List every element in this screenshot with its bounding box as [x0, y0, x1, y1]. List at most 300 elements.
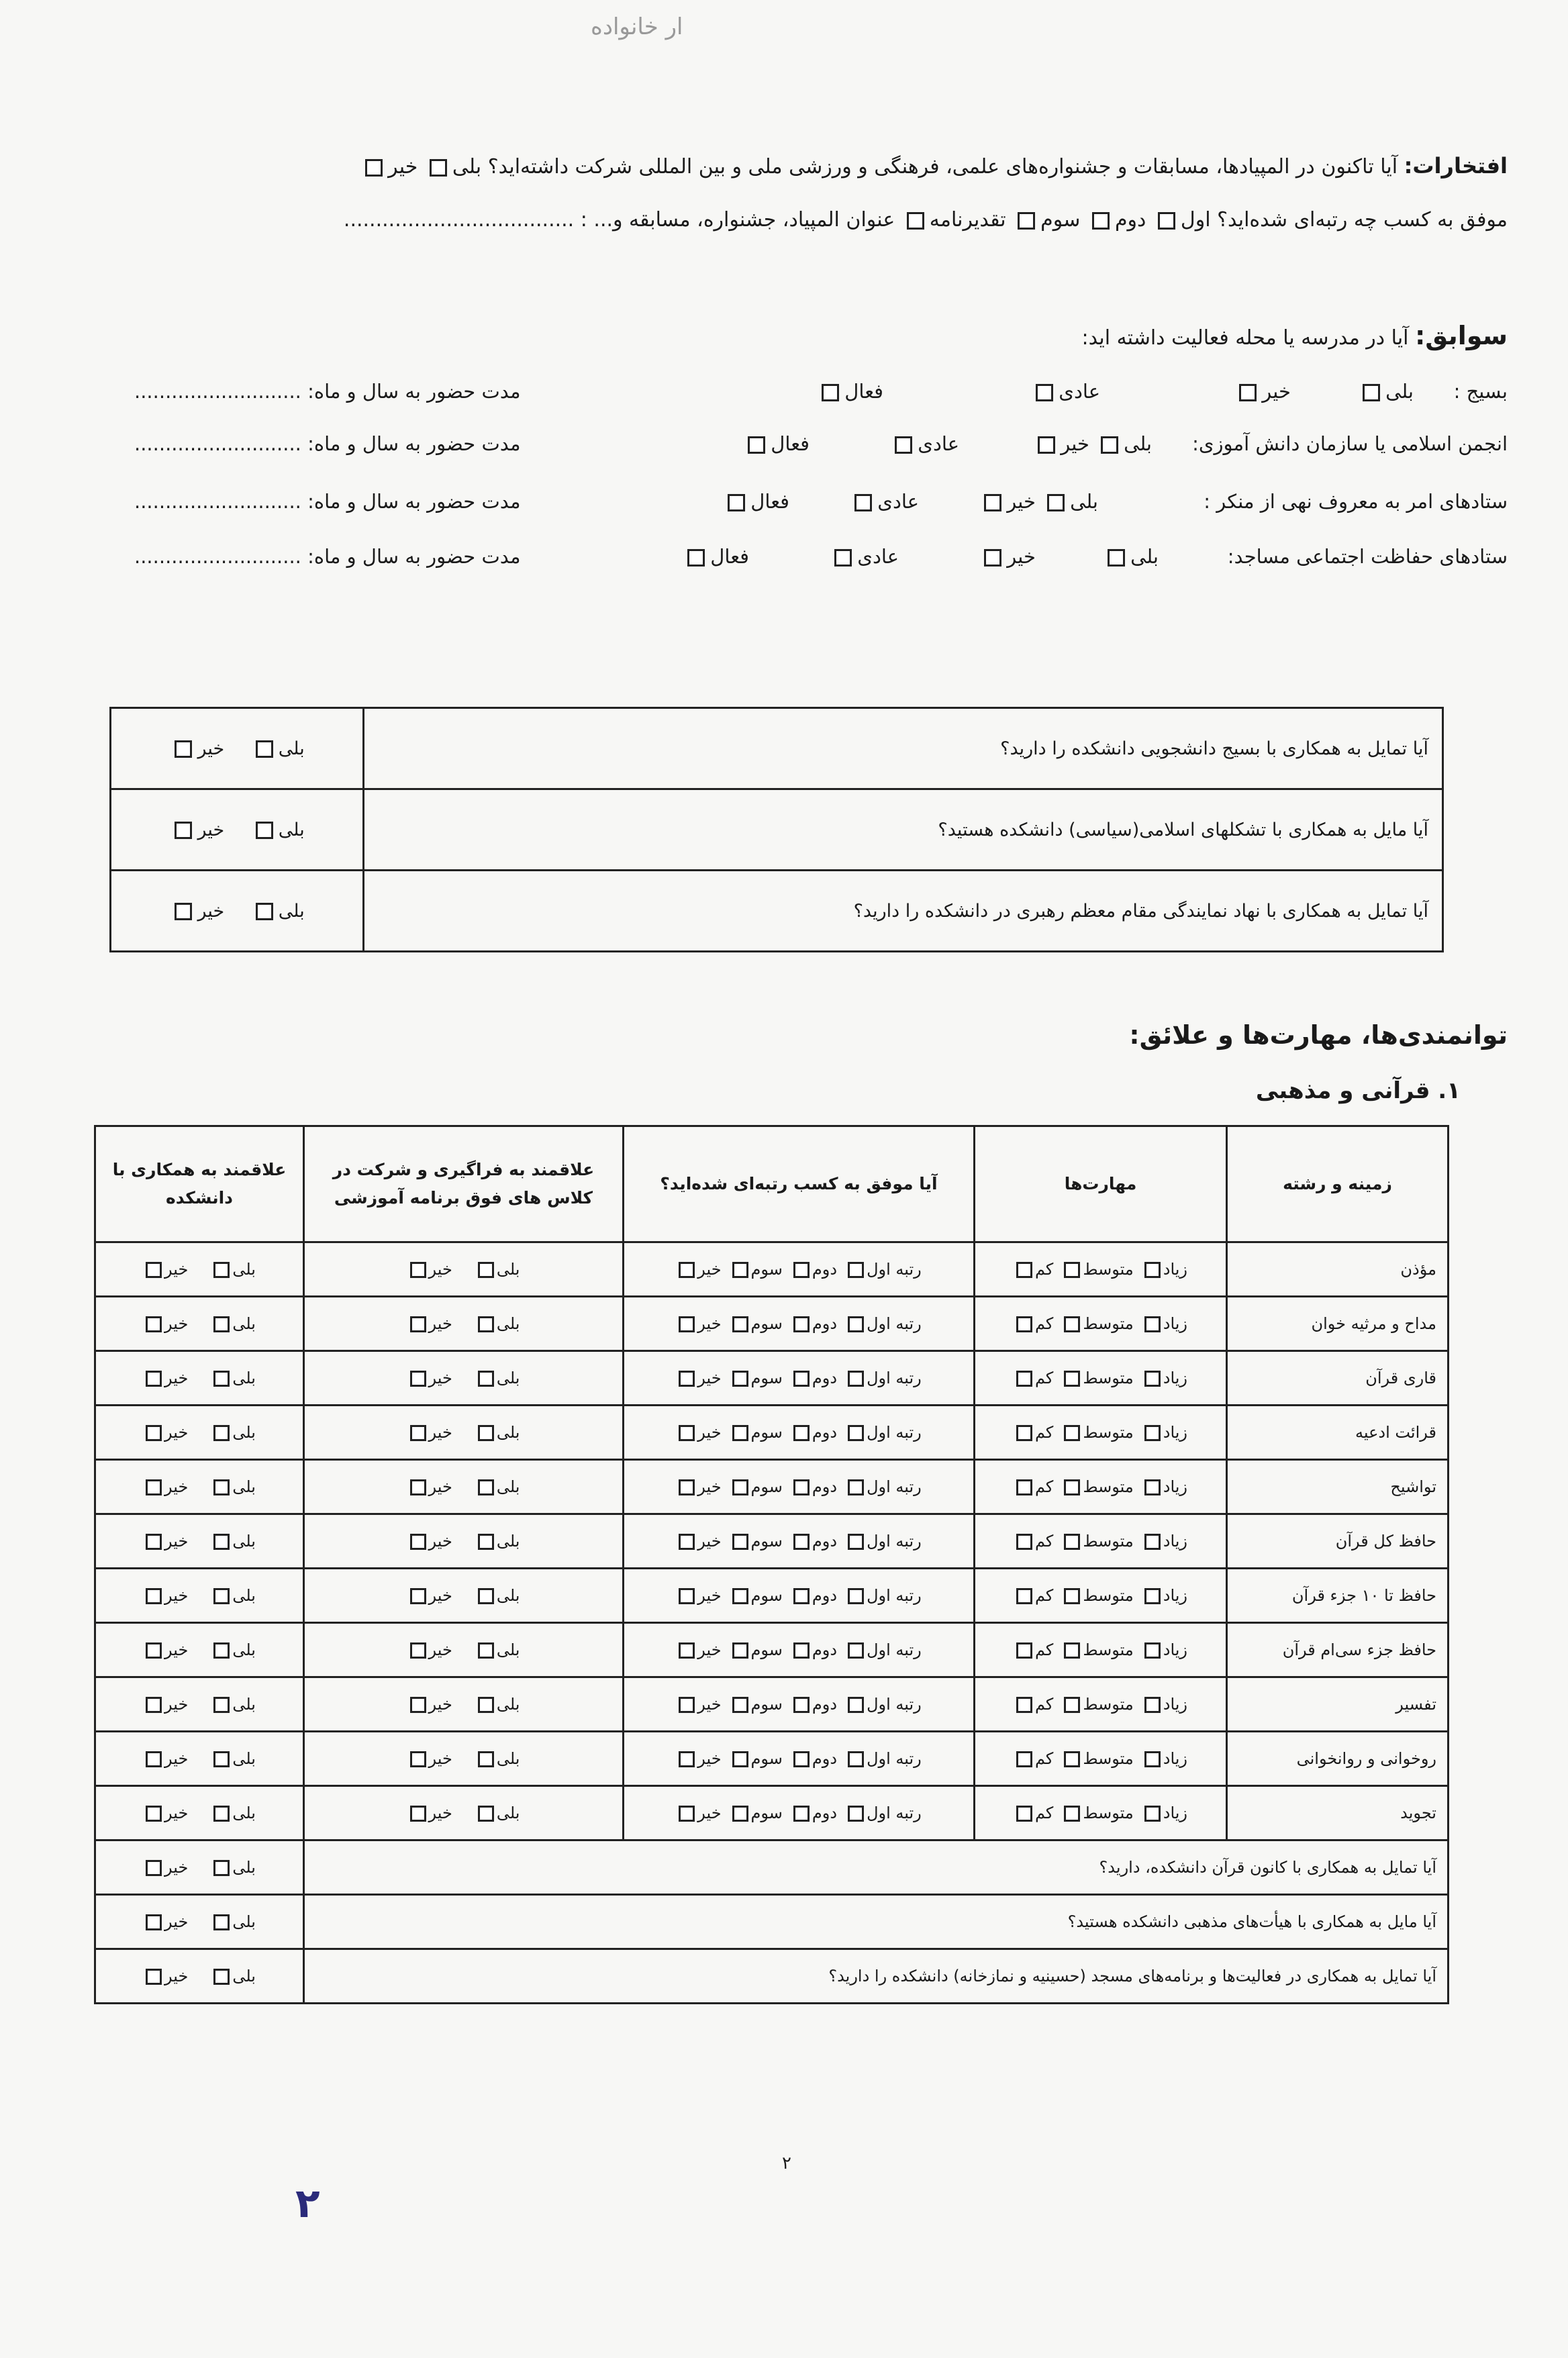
rank-3-checkbox[interactable]: [679, 1751, 695, 1767]
no-checkbox[interactable]: [410, 1642, 426, 1659]
duration-field[interactable]: ...........................: [134, 432, 301, 455]
rank-3-label: خیر: [697, 1260, 722, 1279]
rank-cell: [624, 1732, 975, 1786]
skill-2-option: [1014, 1423, 1053, 1442]
no-checkbox[interactable]: [146, 1316, 162, 1332]
skill-0-option: [1142, 1314, 1187, 1333]
skill-0-checkbox[interactable]: [1144, 1425, 1161, 1441]
rank-3-option: [676, 1749, 721, 1768]
yes-checkbox[interactable]: [478, 1751, 494, 1767]
rank-cell: [624, 1569, 975, 1623]
answer-cell: [95, 1949, 304, 2004]
yes-checkbox[interactable]: [256, 822, 273, 839]
yes-label: بلی: [232, 1858, 256, 1877]
rank-2-checkbox[interactable]: [732, 1479, 748, 1495]
rank-1-label: دوم: [812, 1586, 838, 1605]
rank-0-label: رتبه اول: [867, 1695, 922, 1714]
skill-1-checkbox[interactable]: [1064, 1751, 1080, 1767]
yes-checkbox[interactable]: [213, 1262, 230, 1278]
yes-option: [475, 1586, 520, 1605]
rank-3-label: خیر: [697, 1640, 722, 1659]
skill-2-checkbox[interactable]: [1016, 1371, 1032, 1387]
yes-checkbox[interactable]: [213, 1371, 230, 1387]
field-cell: حافظ جزء سی‌ام قرآن: [1227, 1623, 1449, 1677]
question-cell: آیا تمایل به همکاری با نهاد نمایندگی مقام معظم رهبری در دانشکده را دارید؟: [364, 871, 1443, 952]
skill-2-label: کم: [1034, 1314, 1054, 1333]
learn-cell: [304, 1406, 624, 1460]
yes-option: [211, 1532, 256, 1551]
yes-checkbox[interactable]: [478, 1262, 494, 1278]
duration-label: مدت حضور به سال و ماه:: [307, 545, 521, 568]
rank-0-checkbox[interactable]: [848, 1371, 864, 1387]
rank-3-option: [676, 1477, 721, 1496]
activity-label: ستادهای امر به معروف نهی از منکر :: [1204, 490, 1508, 513]
skill-1-checkbox[interactable]: [1064, 1479, 1080, 1495]
table-row: [95, 1732, 1449, 1786]
no-checkbox[interactable]: [146, 1642, 162, 1659]
rank-0-checkbox[interactable]: [848, 1697, 864, 1713]
skill-2-checkbox[interactable]: [1016, 1262, 1032, 1278]
no-label: خیر: [428, 1260, 452, 1279]
learn-cell: [304, 1623, 624, 1677]
rank-0-option: [845, 1586, 922, 1605]
no-checkbox[interactable]: [984, 494, 1001, 511]
yes-label: بلی: [232, 1532, 256, 1551]
rank-cell: [624, 1514, 975, 1569]
rank-1-checkbox[interactable]: [793, 1697, 810, 1713]
rank-2-label: سوم: [750, 1804, 783, 1822]
rank-commendation-checkbox[interactable]: [907, 212, 924, 230]
skill-0-checkbox[interactable]: [1144, 1262, 1161, 1278]
yes-label: بلی: [1130, 545, 1159, 568]
rank-3-label: خیر: [697, 1369, 722, 1387]
skill-2-option: [1014, 1532, 1053, 1551]
table-row: [111, 708, 1443, 789]
rank-1-option: [791, 1640, 837, 1659]
yes-label: بلی: [232, 1477, 256, 1496]
no-checkbox[interactable]: [146, 1806, 162, 1822]
rank-0-checkbox[interactable]: [848, 1588, 864, 1604]
yes-option: [211, 1804, 256, 1822]
yes-checkbox[interactable]: [213, 1969, 230, 1985]
yes-checkbox[interactable]: [478, 1642, 494, 1659]
yes-checkbox[interactable]: [478, 1697, 494, 1713]
table-row: [95, 1895, 1449, 1949]
yes-label: بلی: [232, 1369, 256, 1387]
skill-0-label: زیاد: [1163, 1423, 1188, 1442]
rank-1-checkbox[interactable]: [793, 1262, 810, 1278]
skill-0-checkbox[interactable]: [1144, 1642, 1161, 1659]
yes-option: [475, 1423, 520, 1442]
no-checkbox[interactable]: [146, 1371, 162, 1387]
skill-2-checkbox[interactable]: [1016, 1751, 1032, 1767]
yes-checkbox[interactable]: [213, 1751, 230, 1767]
skill-0-checkbox[interactable]: [1144, 1534, 1161, 1550]
yes-label: بلی: [496, 1369, 520, 1387]
skill-1-label: متوسط: [1083, 1586, 1134, 1605]
skill-0-checkbox[interactable]: [1144, 1697, 1161, 1713]
rank-3-checkbox[interactable]: [679, 1425, 695, 1441]
yes-label: بلی: [232, 1749, 256, 1768]
cooperate-cell: [95, 1623, 304, 1677]
normal-checkbox[interactable]: [834, 549, 852, 567]
rank-3-option: [676, 1260, 721, 1279]
yes-checkbox[interactable]: [256, 740, 273, 758]
rank-1-label: دوم: [812, 1477, 838, 1496]
rank-2-checkbox[interactable]: [732, 1534, 748, 1550]
skill-2-option: [1014, 1260, 1053, 1279]
no-option: [143, 1423, 188, 1442]
yes-label: بلی: [496, 1804, 520, 1822]
no-checkbox[interactable]: [146, 1534, 162, 1550]
skill-1-checkbox[interactable]: [1064, 1425, 1080, 1441]
normal-checkbox[interactable]: [895, 436, 912, 454]
no-checkbox[interactable]: [984, 549, 1001, 567]
yes-checkbox[interactable]: [213, 1588, 230, 1604]
rank-3-checkbox[interactable]: [679, 1316, 695, 1332]
duration-field[interactable]: ...........................: [134, 380, 301, 403]
skill-0-checkbox[interactable]: [1144, 1588, 1161, 1604]
yes-checkbox[interactable]: [1101, 436, 1118, 454]
skill-0-checkbox[interactable]: [1144, 1806, 1161, 1822]
skill-1-checkbox[interactable]: [1064, 1697, 1080, 1713]
yes-option: [211, 1314, 256, 1333]
skill-0-checkbox[interactable]: [1144, 1751, 1161, 1767]
skill-0-option: [1142, 1369, 1187, 1387]
skill-0-checkbox[interactable]: [1144, 1371, 1161, 1387]
learn-cell: [304, 1460, 624, 1514]
rank-1-option: [791, 1749, 837, 1768]
competition-name-field[interactable]: ....................................: [343, 208, 575, 232]
background-question: آیا در مدرسه یا محله فعالیت داشته اید:: [1081, 326, 1409, 350]
rank-2-checkbox[interactable]: [732, 1262, 748, 1278]
skill-1-checkbox[interactable]: [1064, 1534, 1080, 1550]
no-checkbox[interactable]: [410, 1534, 426, 1550]
skill-2-checkbox[interactable]: [1016, 1806, 1032, 1822]
rank-2-option: [730, 1640, 783, 1659]
activity-options: [722, 490, 1098, 513]
no-label: خیر: [428, 1532, 452, 1551]
rank-1-checkbox[interactable]: [793, 1425, 810, 1441]
yes-checkbox[interactable]: [1108, 549, 1125, 567]
no-checkbox[interactable]: [175, 903, 192, 920]
no-checkbox[interactable]: [175, 822, 192, 839]
yes-option: [475, 1749, 520, 1768]
rank-2-option: [730, 1369, 783, 1387]
rank-3-checkbox[interactable]: [679, 1806, 695, 1822]
yes-checkbox[interactable]: [1047, 494, 1065, 511]
yes-checkbox[interactable]: [213, 1860, 230, 1876]
skill-1-checkbox[interactable]: [1064, 1642, 1080, 1659]
rank-question: موفق به کسب چه رتبه‌ای شده‌اید؟: [1217, 208, 1508, 232]
no-label: خیر: [164, 1912, 189, 1931]
skill-2-checkbox[interactable]: [1016, 1425, 1032, 1441]
skills-title: توانمندی‌ها، مهارت‌ها و علائق:: [1129, 1020, 1508, 1050]
yes-option: [475, 1695, 520, 1714]
activity-label: انجمن اسلامی یا سازمان دانش آموزی:: [1192, 432, 1508, 455]
rank-3-option: [676, 1804, 721, 1822]
question-cell: آیا مایل به همکاری با هیأت‌های مذهبی دانشکده هستید؟: [304, 1895, 1449, 1949]
rank-cell: [624, 1460, 975, 1514]
no-checkbox[interactable]: [146, 1479, 162, 1495]
rank-2-checkbox[interactable]: [732, 1806, 748, 1822]
rank-0-option: [845, 1749, 922, 1768]
skill-0-checkbox[interactable]: [1144, 1479, 1161, 1495]
skill-2-label: کم: [1034, 1423, 1054, 1442]
yes-checkbox[interactable]: [1363, 384, 1380, 401]
skill-2-option: [1014, 1640, 1053, 1659]
no-checkbox[interactable]: [146, 1751, 162, 1767]
duration-field[interactable]: ...........................: [134, 490, 301, 513]
cooperate-cell: [95, 1242, 304, 1297]
rank-1-checkbox[interactable]: [793, 1534, 810, 1550]
no-checkbox[interactable]: [410, 1262, 426, 1278]
learn-cell: [304, 1732, 624, 1786]
rank-1-label: دوم: [812, 1260, 838, 1279]
skill-2-label: کم: [1034, 1586, 1054, 1605]
active-checkbox[interactable]: [687, 549, 705, 567]
no-checkbox[interactable]: [146, 1588, 162, 1604]
yes-label: بلی: [1124, 432, 1152, 455]
skill-1-checkbox[interactable]: [1064, 1806, 1080, 1822]
no-option: [407, 1423, 452, 1442]
rank-2-label: سوم: [750, 1314, 783, 1333]
answer-cell: [95, 1895, 304, 1949]
no-checkbox[interactable]: [1038, 436, 1055, 454]
yes-option: [475, 1640, 520, 1659]
no-checkbox[interactable]: [175, 740, 192, 758]
competition-name-label: عنوان المپیاد، جشنواره، مسابقه و... :: [580, 208, 895, 232]
skill-0-option: [1142, 1640, 1187, 1659]
no-checkbox[interactable]: [146, 1914, 162, 1930]
rank-1-checkbox[interactable]: [793, 1751, 810, 1767]
yes-option: [211, 1640, 256, 1659]
no-option: [407, 1260, 452, 1279]
active-checkbox[interactable]: [822, 384, 839, 401]
active-checkbox[interactable]: [728, 494, 745, 511]
no-label: خیر: [428, 1804, 452, 1822]
rank-third-checkbox[interactable]: [1018, 212, 1035, 230]
yes-checkbox[interactable]: [478, 1425, 494, 1441]
skill-1-checkbox[interactable]: [1064, 1588, 1080, 1604]
skill-1-option: [1061, 1314, 1133, 1333]
skill-2-checkbox[interactable]: [1016, 1588, 1032, 1604]
no-checkbox[interactable]: [146, 1969, 162, 1985]
normal-checkbox[interactable]: [854, 494, 872, 511]
duration: [134, 545, 521, 568]
no-checkbox[interactable]: [410, 1806, 426, 1822]
yes-option: [211, 1695, 256, 1714]
yes-checkbox[interactable]: [478, 1588, 494, 1604]
no-checkbox[interactable]: [410, 1697, 426, 1713]
skill-2-checkbox[interactable]: [1016, 1534, 1032, 1550]
rank-3-checkbox[interactable]: [679, 1697, 695, 1713]
yes-checkbox[interactable]: [213, 1316, 230, 1332]
yes-checkbox[interactable]: [256, 903, 273, 920]
no-label: خیر: [164, 1369, 189, 1387]
rank-0-checkbox[interactable]: [848, 1479, 864, 1495]
rank-3-label: خیر: [697, 1804, 722, 1822]
question-cell: آیا تمایل به همکاری با بسیج دانشجویی دانشکده را دارید؟: [364, 708, 1443, 789]
rank-2-checkbox[interactable]: [732, 1751, 748, 1767]
skill-0-label: زیاد: [1163, 1477, 1188, 1496]
yes-option: [475, 1804, 520, 1822]
yes-checkbox[interactable]: [213, 1425, 230, 1441]
rank-second-checkbox[interactable]: [1092, 212, 1110, 230]
rank-cell: [624, 1297, 975, 1351]
table-row: [95, 1242, 1449, 1297]
rank-2-label: سوم: [750, 1695, 783, 1714]
rank-3-checkbox[interactable]: [679, 1371, 695, 1387]
cooperate-cell: [95, 1677, 304, 1732]
no-checkbox[interactable]: [146, 1697, 162, 1713]
rank-2-checkbox[interactable]: [732, 1642, 748, 1659]
field-cell: حافظ کل قرآن: [1227, 1514, 1449, 1569]
quran-skills-table: [94, 1125, 1449, 2004]
rank-0-label: رتبه اول: [867, 1369, 922, 1387]
rank-1-checkbox[interactable]: [793, 1642, 810, 1659]
no-checkbox[interactable]: [146, 1262, 162, 1278]
skill-0-label: زیاد: [1163, 1640, 1188, 1659]
skill-1-option: [1061, 1749, 1133, 1768]
no-label: خیر: [1061, 432, 1089, 455]
duration-field[interactable]: ...........................: [134, 545, 301, 568]
skill-1-label: متوسط: [1083, 1804, 1134, 1822]
yes-checkbox[interactable]: [213, 1806, 230, 1822]
skill-2-checkbox[interactable]: [1016, 1479, 1032, 1495]
yes-checkbox[interactable]: [213, 1914, 230, 1930]
rank-first-checkbox[interactable]: [1158, 212, 1175, 230]
header-row: [95, 1126, 1449, 1242]
skill-1-option: [1061, 1423, 1133, 1442]
answer-cell: [111, 871, 364, 952]
rank-3-checkbox[interactable]: [679, 1262, 695, 1278]
active-checkbox[interactable]: [748, 436, 765, 454]
learn-cell: [304, 1677, 624, 1732]
rank-2-checkbox[interactable]: [732, 1588, 748, 1604]
yes-checkbox[interactable]: [213, 1479, 230, 1495]
honors-no-checkbox[interactable]: [365, 159, 383, 177]
yes-checkbox[interactable]: [478, 1479, 494, 1495]
skill-1-option: [1061, 1804, 1133, 1822]
skill-2-checkbox[interactable]: [1016, 1642, 1032, 1659]
rank-1-checkbox[interactable]: [793, 1588, 810, 1604]
cooperate-cell: [95, 1351, 304, 1406]
rank-3-label: خیر: [697, 1586, 722, 1605]
skill-2-checkbox[interactable]: [1016, 1697, 1032, 1713]
skill-2-checkbox[interactable]: [1016, 1316, 1032, 1332]
yes-label: بلی: [232, 1804, 256, 1822]
rank-2-checkbox[interactable]: [732, 1316, 748, 1332]
no-checkbox[interactable]: [410, 1751, 426, 1767]
rank-3-option: [676, 1695, 721, 1714]
yes-option: [211, 1858, 256, 1877]
no-checkbox[interactable]: [146, 1425, 162, 1441]
rank-3-label: خیر: [697, 1477, 722, 1496]
rank-3-checkbox[interactable]: [679, 1588, 695, 1604]
no-option: [407, 1586, 452, 1605]
skill-0-option: [1142, 1695, 1187, 1714]
skill-0-label: زیاد: [1163, 1695, 1188, 1714]
rank-0-checkbox[interactable]: [848, 1425, 864, 1441]
duration-label: مدت حضور به سال و ماه:: [307, 380, 521, 403]
no-checkbox[interactable]: [410, 1425, 426, 1441]
skill-1-checkbox[interactable]: [1064, 1316, 1080, 1332]
yes-checkbox[interactable]: [478, 1316, 494, 1332]
rank-0-option: [845, 1532, 922, 1551]
yes-checkbox[interactable]: [213, 1642, 230, 1659]
normal-checkbox[interactable]: [1036, 384, 1053, 401]
rank-0-checkbox[interactable]: [848, 1262, 864, 1278]
yes-option: [211, 1369, 256, 1387]
rank-3-checkbox[interactable]: [679, 1534, 695, 1550]
cooperate-cell: [95, 1297, 304, 1351]
rank-0-label: رتبه اول: [867, 1804, 922, 1822]
skill-1-checkbox[interactable]: [1064, 1262, 1080, 1278]
honors-no-label: خیر: [388, 155, 418, 179]
rank-0-checkbox[interactable]: [848, 1751, 864, 1767]
rank-0-checkbox[interactable]: [848, 1534, 864, 1550]
rank-3-checkbox[interactable]: [679, 1479, 695, 1495]
rank-2-checkbox[interactable]: [732, 1425, 748, 1441]
rank-0-checkbox[interactable]: [848, 1806, 864, 1822]
skill-cell: [975, 1514, 1227, 1569]
yes-checkbox[interactable]: [213, 1534, 230, 1550]
rank-1-label: دوم: [812, 1749, 838, 1768]
rank-3-checkbox[interactable]: [679, 1642, 695, 1659]
rank-0-checkbox[interactable]: [848, 1642, 864, 1659]
rank-1-option: [791, 1695, 837, 1714]
rank-0-option: [845, 1260, 922, 1279]
yes-checkbox[interactable]: [478, 1806, 494, 1822]
yes-label: بلی: [278, 900, 305, 922]
yes-option: [211, 1260, 256, 1279]
rank-2-checkbox[interactable]: [732, 1697, 748, 1713]
yes-checkbox[interactable]: [478, 1534, 494, 1550]
rank-0-label: رتبه اول: [867, 1477, 922, 1496]
rank-cell: [624, 1623, 975, 1677]
yes-checkbox[interactable]: [213, 1697, 230, 1713]
rank-1-checkbox[interactable]: [793, 1479, 810, 1495]
rank-0-checkbox[interactable]: [848, 1316, 864, 1332]
table-row: [111, 789, 1443, 871]
skill-0-label: زیاد: [1163, 1749, 1188, 1768]
skill-0-label: زیاد: [1163, 1532, 1188, 1551]
no-checkbox[interactable]: [410, 1316, 426, 1332]
honors-yes-label: بلی: [452, 155, 482, 179]
rank-1-checkbox[interactable]: [793, 1371, 810, 1387]
rank-0-option: [845, 1804, 922, 1822]
skill-1-checkbox[interactable]: [1064, 1371, 1080, 1387]
no-checkbox[interactable]: [410, 1371, 426, 1387]
skill-cell: [975, 1242, 1227, 1297]
no-checkbox[interactable]: [146, 1860, 162, 1876]
rank-2-checkbox[interactable]: [732, 1371, 748, 1387]
skill-0-option: [1142, 1749, 1187, 1768]
yes-option: [211, 1586, 256, 1605]
yes-checkbox[interactable]: [478, 1371, 494, 1387]
rank-1-checkbox[interactable]: [793, 1806, 810, 1822]
no-checkbox[interactable]: [410, 1479, 426, 1495]
rank-2-option: [730, 1423, 783, 1442]
rank-1-checkbox[interactable]: [793, 1316, 810, 1332]
no-checkbox[interactable]: [1239, 384, 1257, 401]
rank-1-option: [791, 1423, 837, 1442]
skill-0-checkbox[interactable]: [1144, 1316, 1161, 1332]
no-checkbox[interactable]: [410, 1588, 426, 1604]
honors-yes-checkbox[interactable]: [430, 159, 447, 177]
no-label: خیر: [428, 1369, 452, 1387]
